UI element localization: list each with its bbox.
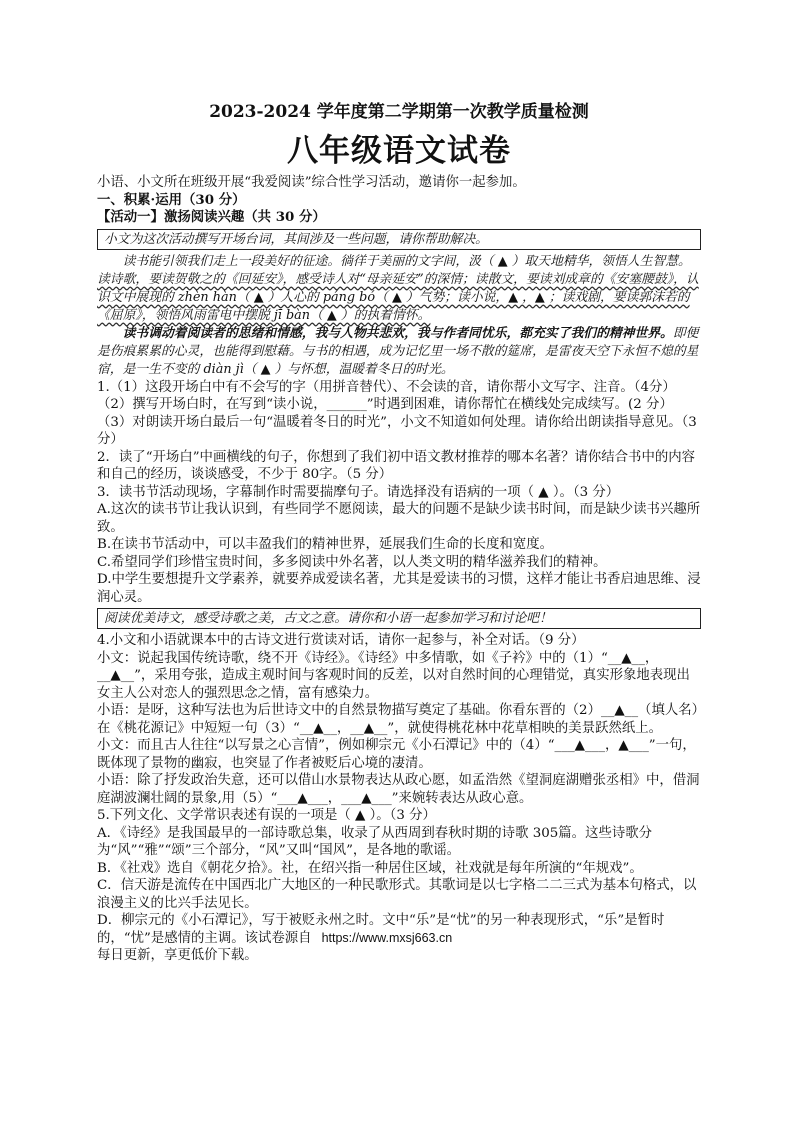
option-5a: A．《诗经》是我国最早的一部诗歌总集，收录了从西周到春秋时期的诗歌 305篇。这些诗歌分为“风”“雅”“颂”三个部分，“风”又叫“国风”，是各地的歌谣。 [97,825,653,858]
section-heading: 一、积累·运用（30 分） [97,191,246,208]
dialogue-xiaowen-1: 小文：说起我国传统诗歌，绕不开《诗经》。《诗经》中多情歌，如《子衿》中的（1）“__▲__，__▲__”，采用夸张，造成主观时间与客观时间的反差，以对自然时间的心理错觉，真实形象地表现出女主人公对恋人的强烈思念之情，富有感染力。 [97,650,690,701]
paper-title: 八年级语文试卷 [287,133,511,169]
option-3d: D.中学生要想提升文学素养，就要养成爱读名著，尤其是爱读书的习惯，这样才能让书香启迪思维、浸润心灵。 [97,572,701,605]
option-5d-text: D．柳宗元的《小石潭记》，写于被贬永州之时。文中“乐”是“忧”的另一种表现形式，“乐”是暂时的，“忧”是感情的主调。该试卷源自 [97,913,665,946]
instruction-box: 小文为这次活动撰写开场台词，其间涉及一些问题，请你帮助解决。 [97,229,701,250]
question-3: 3．读书节活动现场，字幕制作时需要揣摩句子。请选择没有语病的一项（ ▲ ）。（3 分） [97,484,620,500]
passage-sentence: 读书能引领我们走上一段美好的征途。徜徉于美丽的文字间，汲（ ▲ ）取天地精华，领悟人生智慧。 [122,253,691,269]
opening-passage [97,253,701,379]
question-5: 5.下列文化、文学常识表述有误的一项是（ ▲ ）。（3 分） [97,808,436,823]
option-3a: A.这次的读书节让我认识到，有些同学不愿阅读，最大的问题不是缺少读书时间，而是缺少读书兴趣所致。 [97,502,701,535]
question-1-1: 1.（1）这段开场白中有不会写的字（用拼音替代）、不会读的音，请你帮小文写字、注音。（4分） [97,379,676,395]
question-1-2: （2）撰写开场白时，在写到“读小说，______”时遇到困难，请你帮忙在横线处完成续写。(2 分） [97,397,673,412]
source-url: https://www.mxsj663.cn [321,930,453,945]
dialogue-xiaowen-2: 小文：而且古人往往“以写景之心言情”，例如柳宗元《小石潭记》中的（4）“___▲___，▲___”一句，既体现了景物的幽寂，也突显了作者被贬后心境的凄清。 [97,738,696,771]
option-5b: B．《社戏》选自《朝花夕拾》。社，在绍兴指一种居住区域，社戏就是每年所演的“年规戏”。 [97,860,643,876]
dialogue-xiaoyu-1: 小语：是呀，这种写法也为后世诗文中的自然景物描写奠定了基础。你看东晋的（2）__▲__（填人名）在《桃花源记》中短短一句（3）“__▲__，__▲__”，就使得桃花林中花草相映的美景跃然纸上。 [97,703,699,736]
emphasized-sentence: 读书调动着阅读者的思绪和情感，我与人物共悲欢，我与作者同忧乐，都充实了我们的精神世界。 [122,325,673,341]
reading-box: 阅读优美诗文，感受诗歌之美，古文之意。请你和小语一起参加学习和讨论吧！ [97,608,701,629]
option-5c: C．信天游是流传在中国西北广大地区的一种民歌形式。其歌词是以七字格二二三式为基本句格式，以浪漫主义的比兴手法见长。 [97,878,697,911]
exam-content [97,100,701,965]
question-2: 2．读了“开场白”中画横线的句子，你想到了我们初中语文教材推荐的哪本名著？请你结合书中的内容和自己的经历，谈谈感受，不少于 80字。（5 分） [97,449,696,482]
passage-paragraph-2 [97,325,701,379]
question-4: 4.小文和小语就课本中的古诗文进行赏读对话，请你一起参与，补全对话。（9 分） [97,633,585,648]
activity-heading: 【活动一】激扬阅读兴趣（共 30 分） [97,209,326,225]
underlined-sentence: 读诗歌，要读贺敬之的《回延安》，感受诗人对“母亲延安”的深情；读散文，要读刘成章的《安塞腰鼓》，认识文中展现的 zhèn hàn（ ▲ ）人心的 páng bó（ ▲ ）气势；读小说，▲ ，▲ ；读戏剧，要读郭沫若的《屈原》，领悟风雨雷电中摆脱 jī bàn（ ▲ ）的执着情怀。 [97,271,699,323]
option-3b: B.在读书节活动中，可以丰盈我们的精神世界，延展我们生命的长度和宽度。 [97,537,553,552]
exam-title: 2023-2024 学年度第二学期第一次教学质量检测 [209,102,589,122]
option-5d [97,912,701,947]
question-1-3: （3）对朗读开场白最后一句“温暖着冬日的时光”，小文不知道如何处理。请你给出朗读指导意见。（3分） [97,414,697,447]
passage-sentence: 即便是伤痕累累的心灵，也能得到慰藉。与书的相遇，成为记忆里一场不散的筵席，是雷夜天空下永恒不熄的星宿，是一生不变的 diàn jì（ ▲ ）与怀想，温暖着冬日的时光。 [97,325,699,377]
intro-text: 小语、小文所在班级开展“我爱阅读”综合性学习活动，邀请你一起参加。 [97,175,526,190]
footer-note: 每日更新，享更低价下载。 [97,948,258,963]
passage-paragraph-1 [97,253,701,325]
dialogue-xiaoyu-2: 小语：除了抒发政治失意，还可以借山水景物表达从政心愿，如孟浩然《望洞庭湖赠张丞相》中，借洞庭湖波澜壮阔的景象,用（5）“___▲___，___▲___”来婉转表达从政心意。 [97,773,700,806]
option-3c: C.希望同学们珍惜宝贵时间，多多阅读中外名著，以人类文明的精华滋养我们的精神。 [97,554,607,570]
